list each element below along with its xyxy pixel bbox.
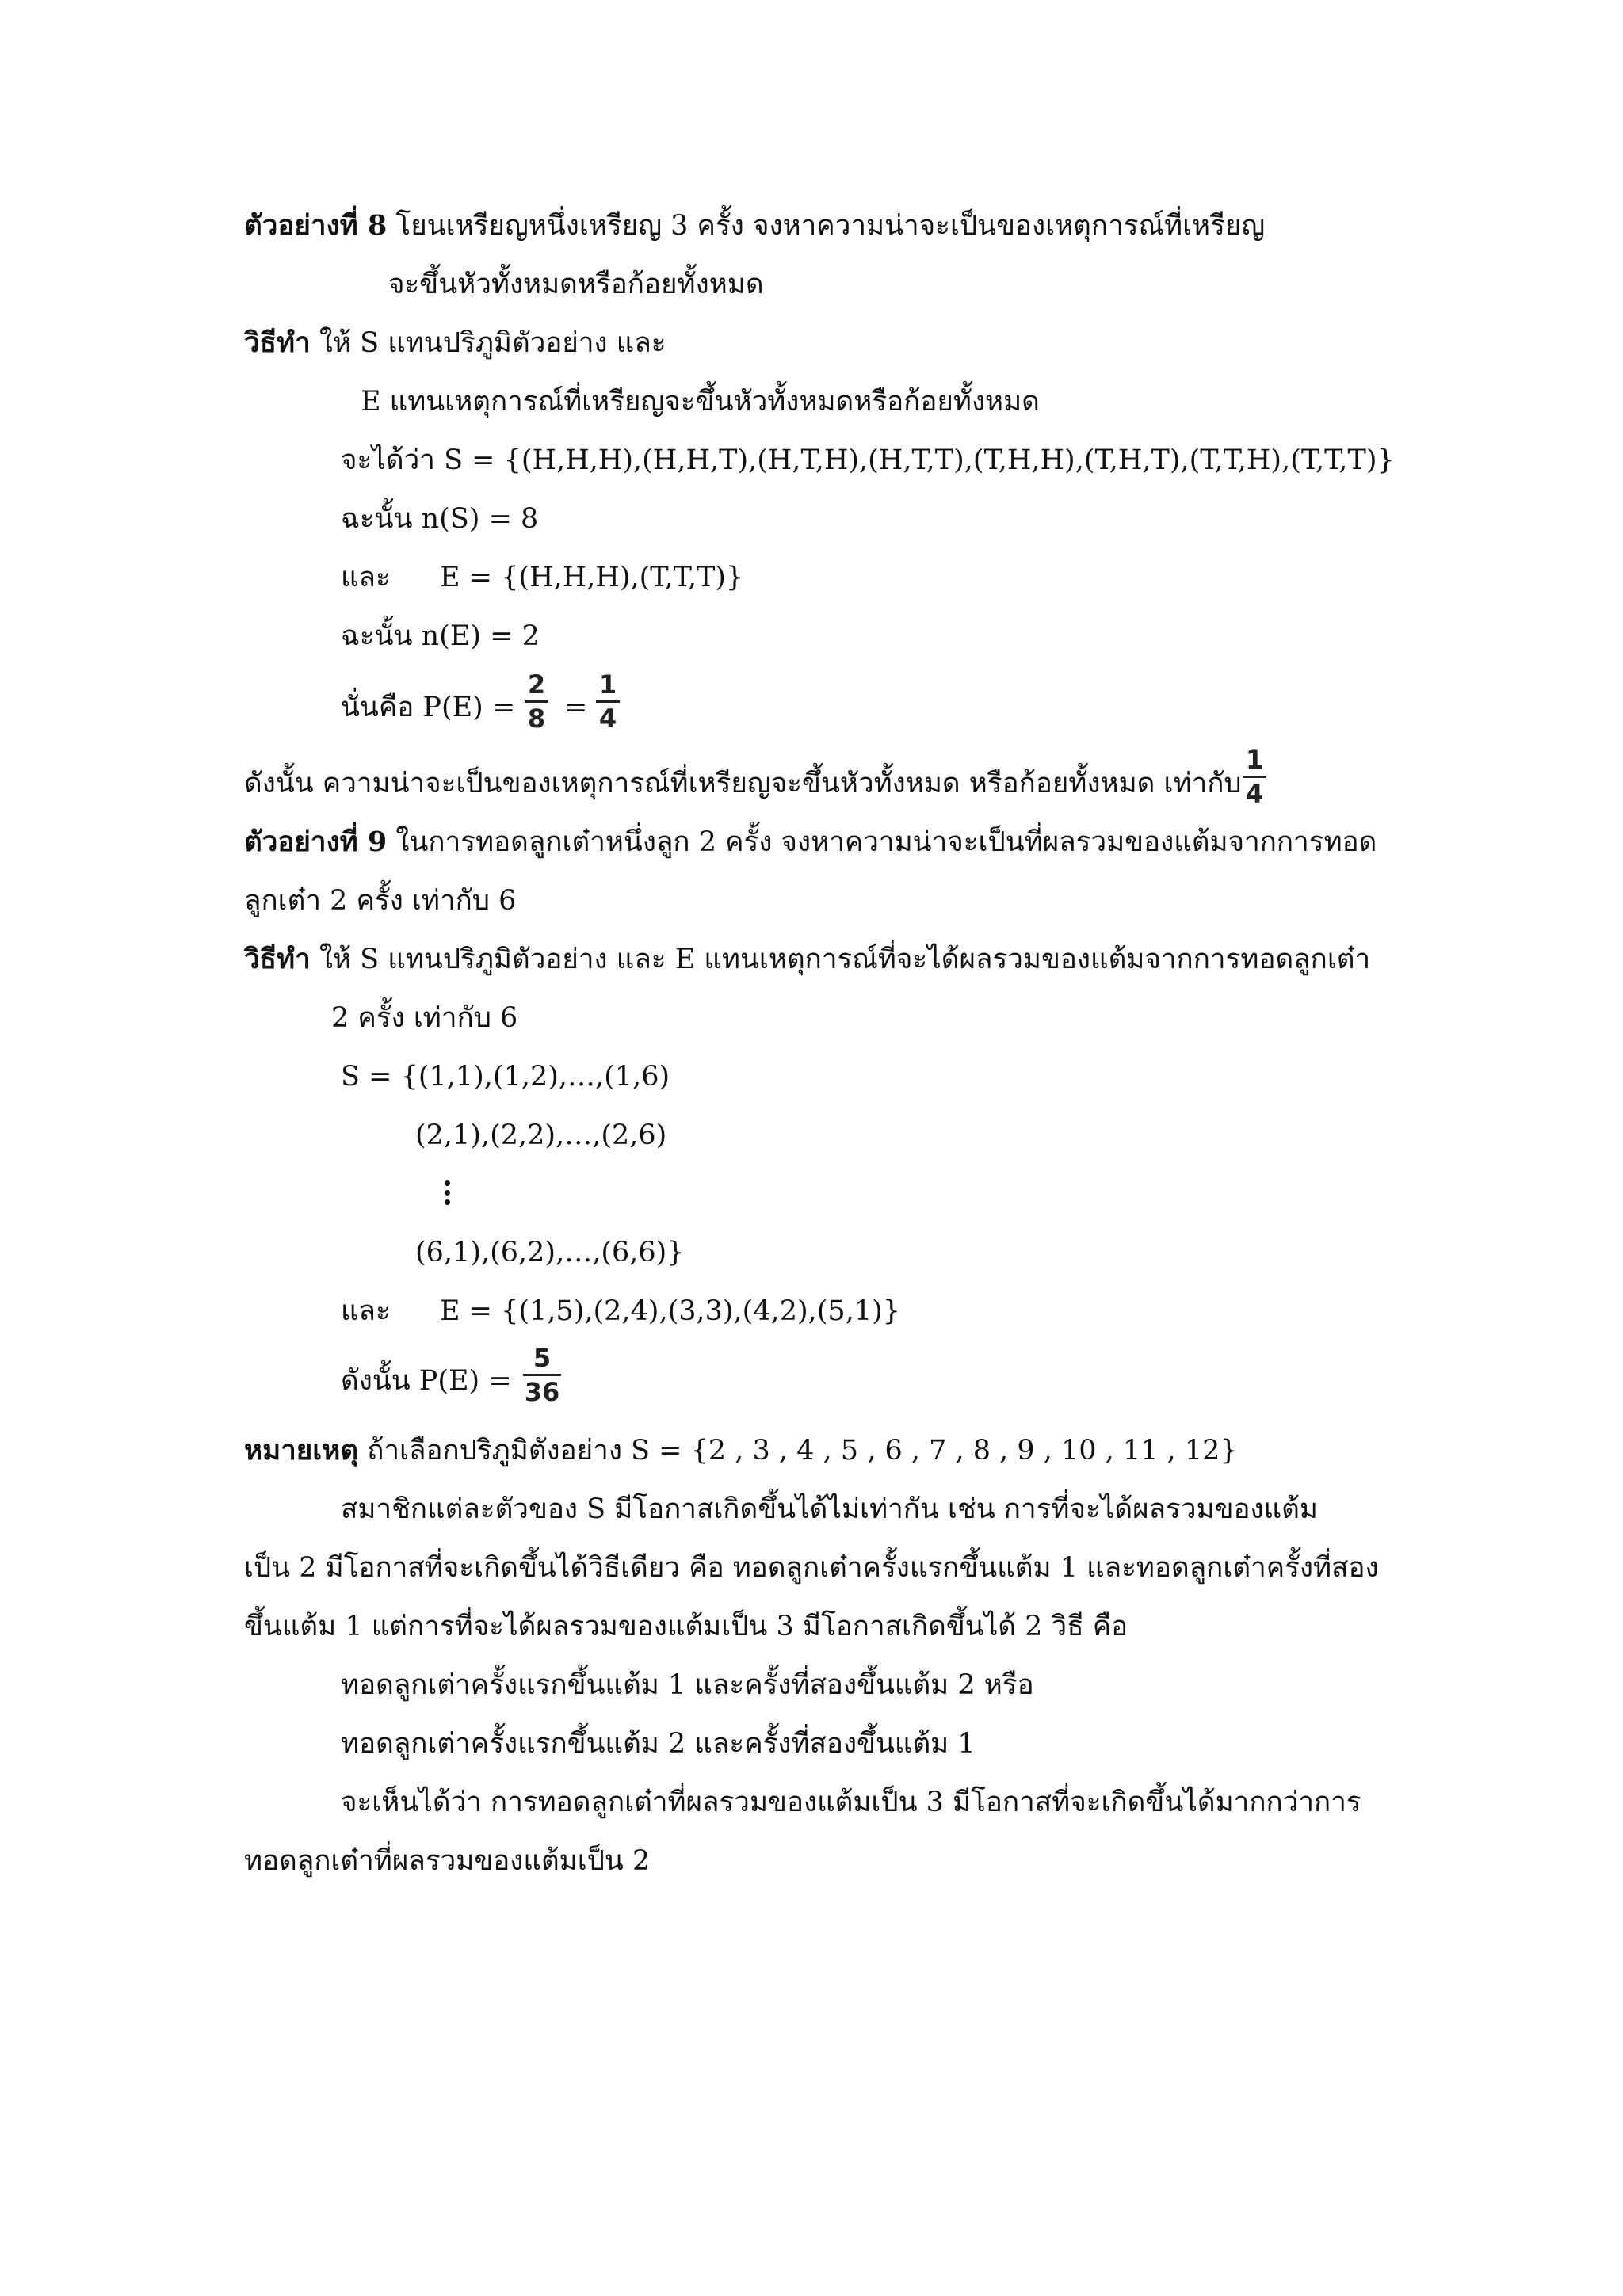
fraction-bar <box>596 700 620 703</box>
ex8-conclusion: ดังนั้น ความน่าจะเป็นของเหตุการณ์ที่เหรียญจะขึ้นหัวทั้งหมด หรือก้อยทั้งหมด เท่ากับ <box>244 768 1242 799</box>
ex9-fraction-num: 5 <box>533 1343 552 1373</box>
ex9-question-line2: ลูกเต๋า 2 ครั้ง เท่ากับ 6 <box>244 885 517 917</box>
note-line3: เป็น 2 มีโอกาสที่จะเกิดขึ้นได้วิธีเดียว คือ ทอดลูกเต๋าครั้งแรกขึ้นแต้ม 1 และทอดลูกเต๋าครั้งที่สอง <box>244 1552 1379 1584</box>
ex8-ne: ฉะนั้น n(E) = 2 <box>341 620 540 652</box>
ex8-ns: ฉะนั้น n(S) = 8 <box>341 503 539 535</box>
ex9-pe-prefix: ดังนั้น P(E) = <box>341 1365 512 1397</box>
note-line8: ทอดลูกเต๋าที่ผลรวมของแต้มเป็น 2 <box>244 1845 651 1877</box>
ex8-conclusion-fraction-num: 1 <box>1245 745 1264 775</box>
ex8-question-text: โยนเหรียญหนึ่งเหรียญ 3 ครั้ง จงหาความน่าจะเป็นของเหตุการณ์ที่เหรียญ <box>387 210 1266 242</box>
ex8-pe-equals: = <box>564 692 588 723</box>
ex8-fraction-2-8-num: 2 <box>527 669 546 700</box>
ex9-sample-space-row1: S = {(1,1),(1,2),…,(1,6) <box>341 1061 670 1093</box>
fraction-bar <box>1243 776 1266 778</box>
note-text: ถ้าเลือกปริภูมิตังอย่าง S = {2 , 3 , 4 , 5 , 6 , 7 , 8 , 9 , 10 , 11 , 12} <box>358 1435 1238 1466</box>
ex9-question-line1 <box>244 824 1377 860</box>
ex9-fraction-den: 36 <box>524 1377 560 1407</box>
ex9-label: ตัวอย่างที่ 9 <box>244 826 388 858</box>
note-line4: ขึ้นแต้ม 1 แต่การที่จะได้ผลรวมของแต้มเป็น 3 มีโอกาสเกิดขึ้นได้ 2 วิธี คือ <box>244 1611 1128 1642</box>
ex8-fraction-1-4-den: 4 <box>598 704 617 734</box>
ex9-question-text: ในการทอดลูกเต๋าหนึ่งลูก 2 ครั้ง จงหาความน่าจะเป็นที่ผลรวมของแต้มจากการทอด <box>387 826 1377 858</box>
ex9-solution-text: ให้ S แทนปริภูมิตัวอย่าง และ E แทนเหตุการณ์ที่จะได้ผลรวมของแต้มจากการทอดลูกเต๋า <box>310 944 1371 975</box>
fraction-bar <box>523 1374 561 1376</box>
ex8-event: E = {(H,H,H),(T,T,T)} <box>440 562 744 593</box>
note-line7: จะเห็นได้ว่า การทอดลูกเต๋าที่ผลรวมของแต้มเป็น 3 มีโอกาสที่จะเกิดขึ้นได้มากกว่าการ <box>341 1787 1361 1818</box>
ex8-solution-line1 <box>244 325 666 361</box>
ex8-question-line1 <box>244 208 1265 244</box>
ex8-conclusion-fraction <box>1243 745 1266 809</box>
ex9-solution-line1 <box>244 941 1370 978</box>
ex9-sample-space-row2: (2,1),(2,2),…,(2,6) <box>415 1119 667 1151</box>
ex8-solution-label: วิธีทำ <box>244 326 311 359</box>
ex8-solution-text: ให้ S แทนปริภูมิตัวอย่าง และ <box>310 327 666 359</box>
note-label: หมายเหตุ <box>244 1434 359 1466</box>
ex8-label: ตัวอย่างที่ 8 <box>244 209 388 242</box>
ex8-fraction-2-8-den: 8 <box>527 704 546 734</box>
ex9-fraction-5-36 <box>523 1343 561 1407</box>
note-line1 <box>244 1432 1238 1469</box>
ex9-event: E = {(1,5),(2,4),(3,3),(4,2),(5,1)} <box>440 1295 901 1327</box>
ex8-fraction-1-4-num: 1 <box>598 669 617 700</box>
ex8-solution-line2: E แทนเหตุการณ์ที่เหรียญจะขึ้นหัวทั้งหมดหรือก้อยทั้งหมด <box>361 386 1040 418</box>
ex8-fraction-2-8 <box>525 669 548 734</box>
ex8-event-prefix: และ <box>341 562 391 593</box>
ex9-event-prefix: และ <box>341 1295 391 1327</box>
note-line6: ทอดลูกเต่าครั้งแรกขึ้นแต้ม 2 และครั้งที่สองขึ้นแต้ม 1 <box>341 1728 976 1760</box>
ex9-solution-label: วิธีทำ <box>244 943 311 975</box>
ex8-pe-prefix: นั่นคือ P(E) = <box>341 692 516 723</box>
vertical-ellipsis-icon <box>444 1180 452 1209</box>
note-line5: ทอดลูกเต่าครั้งแรกขึ้นแต้ม 1 และครั้งที่สองขึ้นแต้ม 2 หรือ <box>341 1669 1034 1701</box>
ex8-question-line2: จะขึ้นหัวทั้งหมดหรือก้อยทั้งหมด <box>388 269 764 300</box>
note-line2: สมาชิกแต่ละตัวของ S มีโอกาสเกิดขึ้นได้ไม่เท่ากัน เช่น การที่จะได้ผลรวมของแต้ม <box>341 1493 1318 1525</box>
ex8-fraction-1-4 <box>596 669 620 734</box>
ex8-sample-space: จะได้ว่า S = {(H,H,H),(H,H,T),(H,T,H),(H,T,T),(T,H,H),(T,H,T),(T,T,H),(T,T,T)} <box>341 444 1395 476</box>
fraction-bar <box>525 700 548 703</box>
ex9-solution-line2: 2 ครั้ง เท่ากับ 6 <box>331 1002 518 1034</box>
ex9-sample-space-row3: (6,1),(6,2),…,(6,6)} <box>415 1237 685 1268</box>
ex8-conclusion-fraction-den: 4 <box>1245 779 1264 809</box>
